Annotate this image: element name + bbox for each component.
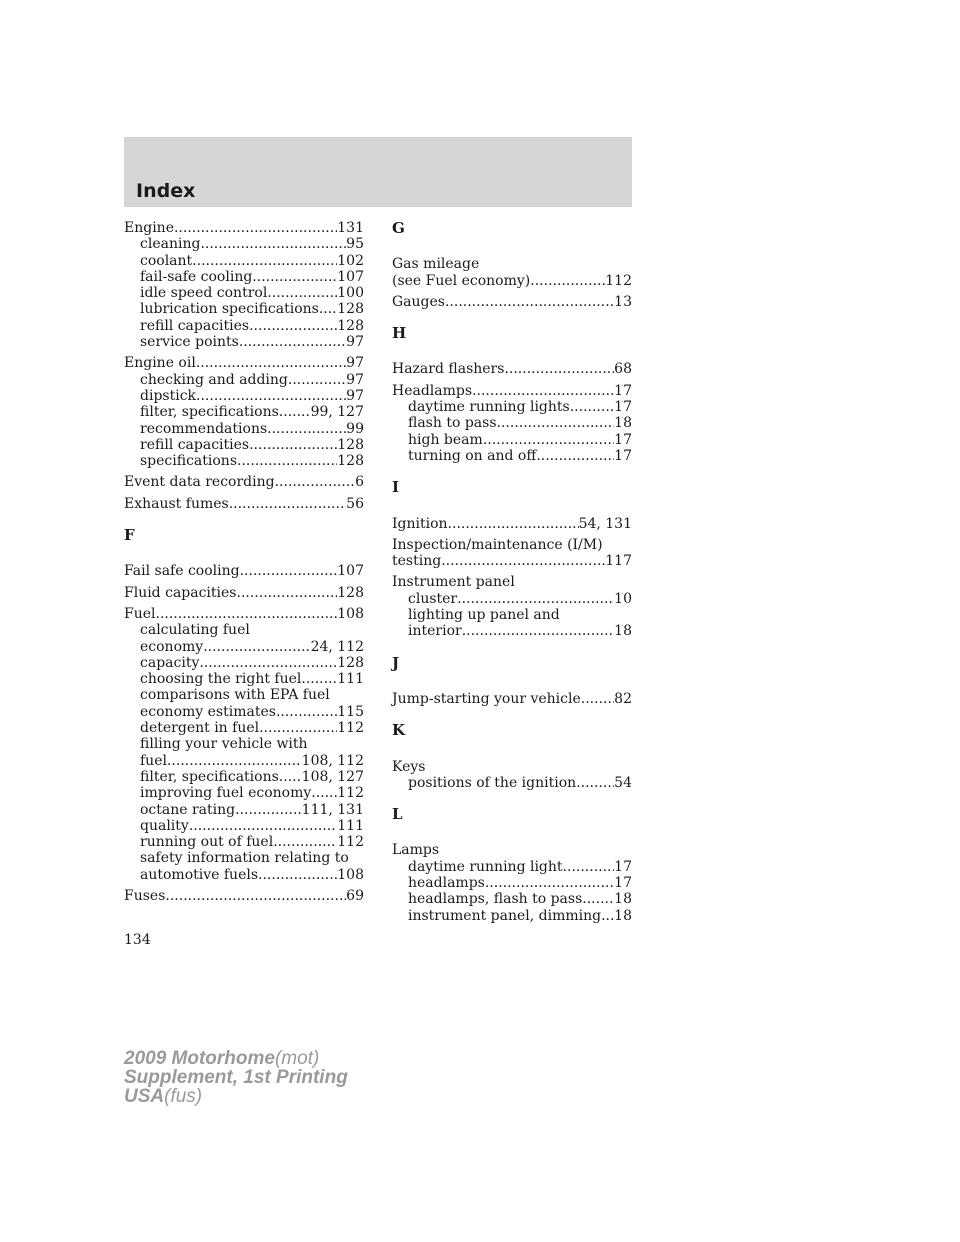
index-subentry [124, 867, 364, 883]
dot-leader [445, 294, 614, 310]
index-term-text: choosing the right fuel [140, 671, 302, 688]
index-term-text: specifications [140, 453, 238, 470]
index-subentry [392, 908, 632, 924]
index-term-text: Exhaust fumes [124, 495, 229, 512]
page-reference: 17 [614, 399, 632, 416]
page-reference: 17 [614, 858, 632, 875]
dot-leader [174, 220, 337, 236]
index-term [392, 842, 632, 858]
page-reference: 111 [337, 671, 364, 688]
index-subentry [124, 736, 364, 752]
dot-leader [275, 474, 355, 490]
index-entry [392, 574, 632, 639]
index-entry [124, 888, 364, 904]
dot-leader [196, 355, 346, 371]
dot-leader [192, 253, 337, 269]
index-subentry [124, 334, 364, 350]
dot-leader [301, 671, 337, 687]
index-subentry [392, 448, 632, 464]
index-subentry [124, 785, 364, 801]
page-reference: 18 [614, 891, 632, 908]
index-subentry [124, 850, 364, 866]
page-title: Index [136, 180, 196, 202]
index-term-text: daytime running light [408, 858, 563, 875]
dot-leader [530, 273, 605, 289]
page-reference: 10 [614, 590, 632, 607]
index-subentry [124, 834, 364, 850]
dot-leader [252, 269, 337, 285]
index-term-text: instrument panel, dimming [408, 907, 602, 924]
page-reference: 108 [337, 866, 364, 883]
page-reference: 56 [346, 495, 364, 512]
index-term-text: Event data recording [124, 474, 275, 491]
index-subentry [124, 318, 364, 334]
index-letter-heading: L [392, 805, 403, 824]
index-entry [124, 585, 364, 601]
footer-printing: Supplement, 1st Printing [124, 1067, 348, 1088]
index-term-text: Engine [124, 220, 174, 236]
index-subentry [124, 671, 364, 687]
index-subentry [124, 704, 364, 720]
index-term [124, 474, 364, 490]
index-term-text: Gauges [392, 293, 445, 310]
index-column-right [392, 220, 632, 929]
index-term-text: testing [392, 553, 442, 570]
dot-leader [601, 908, 614, 924]
index-term-text: (see Fuel economy) [392, 272, 531, 289]
print-footer [124, 1049, 348, 1106]
index-term-text: Inspection/maintenance (I/M) [392, 536, 603, 553]
index-letter-heading: K [392, 721, 406, 740]
dot-leader [448, 516, 579, 532]
index-term-text: checking and adding [140, 371, 288, 388]
index-subentry [124, 720, 364, 736]
page-reference: 108, 127 [301, 768, 364, 785]
index-subentry [392, 399, 632, 415]
index-column-left [124, 220, 364, 909]
page-reference: 68 [614, 361, 632, 378]
index-term [124, 585, 364, 601]
index-subentry [392, 591, 632, 607]
dot-leader [267, 421, 346, 437]
page-reference: 107 [337, 268, 364, 285]
dot-leader [485, 875, 614, 891]
index-entry [124, 563, 364, 579]
index-entry [124, 606, 364, 883]
index-term [392, 516, 632, 532]
page-reference: 95 [346, 236, 364, 253]
page-reference: 97 [346, 387, 364, 404]
page-reference: 17 [614, 875, 632, 892]
dot-leader [279, 404, 311, 420]
index-subentry [124, 301, 364, 317]
dot-leader [196, 388, 346, 404]
footer-model: 2009 Motorhome [124, 1048, 275, 1069]
index-term-text: flash to pass [408, 415, 497, 432]
index-subentry [392, 432, 632, 448]
page-reference: 18 [614, 415, 632, 432]
index-term [392, 294, 632, 310]
index-term-text: Fuses [124, 887, 166, 904]
page-reference: 99 [346, 420, 364, 437]
page-reference: 112 [605, 272, 632, 289]
index-subentry [124, 269, 364, 285]
index-term-text: Fail safe cooling [124, 563, 240, 580]
index-term-text: positions of the ignition [408, 774, 577, 791]
dot-leader [504, 361, 614, 377]
page-reference: 128 [337, 654, 364, 671]
page-reference: 17 [614, 431, 632, 448]
page-reference: 117 [605, 553, 632, 570]
page-reference: 112 [337, 720, 364, 737]
index-entry [392, 294, 632, 310]
index-subentry [124, 421, 364, 437]
header-band [124, 137, 632, 207]
index-subentry [124, 236, 364, 252]
dot-leader [582, 891, 614, 907]
index-term [124, 563, 364, 579]
index-entry [392, 537, 632, 570]
index-subentry [124, 253, 364, 269]
index-term-text: Lamps [392, 842, 440, 859]
index-letter-heading: H [392, 324, 407, 343]
index-entry [124, 474, 364, 490]
index-term-text: Fluid capacities [124, 584, 237, 601]
index-term [392, 383, 632, 399]
index-term-text: automotive fuels [140, 866, 259, 883]
dot-leader [563, 859, 615, 875]
page-reference: 128 [337, 453, 364, 470]
index-entry [392, 361, 632, 377]
index-subentry [392, 415, 632, 431]
index-entry [392, 691, 632, 707]
index-term [392, 537, 632, 553]
page-reference: 24, 112 [310, 638, 364, 655]
page-reference: 97 [346, 334, 364, 351]
index-subentry [392, 623, 632, 639]
index-entry [392, 383, 632, 464]
index-subentry [124, 622, 364, 638]
dot-leader [259, 720, 337, 736]
index-term-text: recommendations [140, 420, 268, 437]
page-reference: 97 [346, 371, 364, 388]
page-number: 134 [124, 932, 151, 948]
dot-leader [576, 775, 614, 791]
index-term-text: Fuel [124, 605, 156, 622]
index-letter-heading: J [392, 653, 400, 672]
dot-leader [237, 585, 338, 601]
footer-market-code: (fus) [164, 1086, 203, 1107]
index-term-text: running out of fuel [140, 834, 274, 851]
index-term-text: turning on and off [408, 447, 537, 464]
index-entry [124, 355, 364, 469]
index-letter-heading: F [124, 526, 135, 545]
index-subentry [124, 437, 364, 453]
page-reference: 18 [614, 623, 632, 640]
index-term-text: filter, specifications [140, 768, 279, 785]
page-reference: 128 [337, 317, 364, 334]
page-reference: 97 [346, 355, 364, 372]
page-reference: 115 [337, 703, 364, 720]
index-subentry [392, 775, 632, 791]
page-reference: 6 [355, 474, 364, 491]
index-term-text: comparisons with EPA fuel [140, 687, 330, 704]
index-term [392, 256, 632, 272]
dot-leader [536, 448, 614, 464]
index-subentry [392, 607, 632, 623]
page-reference: 108, 112 [301, 752, 364, 769]
index-subentry [124, 388, 364, 404]
index-term [392, 691, 632, 707]
index-entry [392, 759, 632, 792]
page-reference: 82 [614, 690, 632, 707]
dot-leader [319, 301, 337, 317]
index-entry [392, 842, 632, 923]
index-term-text: headlamps [408, 875, 485, 892]
index-entry [124, 496, 364, 512]
index-term-text: service points [140, 334, 239, 351]
index-term-text: quality [140, 817, 189, 834]
index-letter-heading: I [392, 478, 400, 497]
dot-leader [200, 236, 346, 252]
dot-leader [239, 334, 346, 350]
dot-leader [276, 704, 337, 720]
index-subentry [124, 404, 364, 420]
dot-leader [581, 691, 614, 707]
page-reference: 111 [337, 817, 364, 834]
page-reference: 111, 131 [301, 801, 364, 818]
index-term [124, 355, 364, 371]
dot-leader [258, 867, 337, 883]
index-subentry [392, 891, 632, 907]
index-term-text: dipstick [140, 387, 197, 404]
page-reference: 131 [337, 220, 364, 236]
index-term-text: fail-safe cooling [140, 268, 253, 285]
dot-leader [156, 606, 338, 622]
page-reference: 17 [614, 447, 632, 464]
index-term-text: Instrument panel [392, 574, 515, 591]
index-term-text: Gas mileage [392, 256, 480, 273]
dot-leader [249, 318, 337, 334]
index-term [392, 273, 632, 289]
page-reference: 102 [337, 252, 364, 269]
page-reference: 17 [614, 382, 632, 399]
index-term [392, 759, 632, 775]
index-subentry [392, 875, 632, 891]
dot-leader [279, 769, 302, 785]
index-term-text: Ignition [392, 515, 448, 532]
index-term-text: daytime running lights [408, 399, 570, 416]
page-reference: 54, 131 [578, 515, 632, 532]
index-term [124, 220, 364, 236]
dot-leader [199, 655, 337, 671]
index-term-text: fuel [140, 752, 167, 769]
index-term [124, 606, 364, 622]
dot-leader [462, 623, 614, 639]
dot-leader [189, 818, 337, 834]
page-reference: 99, 127 [310, 404, 364, 421]
page-reference: 128 [337, 301, 364, 318]
index-term-text: idle speed control [140, 285, 268, 302]
index-term [392, 574, 632, 590]
dot-leader [497, 415, 615, 431]
index-term-text: Keys [392, 758, 426, 775]
index-subentry [124, 655, 364, 671]
index-term-text: Headlamps [392, 382, 473, 399]
index-term-text: headlamps, flash to pass [408, 891, 583, 908]
dot-leader [203, 639, 310, 655]
index-subentry [124, 639, 364, 655]
index-subentry [124, 687, 364, 703]
page-reference: 54 [614, 774, 632, 791]
index-term-text: safety information relating to [140, 850, 349, 867]
page-reference: 112 [337, 834, 364, 851]
index-entry [124, 220, 364, 350]
dot-leader [273, 834, 337, 850]
page-reference: 128 [337, 584, 364, 601]
index-term-text: Jump-starting your vehicle [392, 690, 581, 707]
index-term-text: cluster [408, 590, 458, 607]
index-subentry [124, 818, 364, 834]
dot-leader [237, 453, 337, 469]
index-term-text: improving fuel economy [140, 785, 312, 802]
index-term [392, 553, 632, 569]
index-term [392, 361, 632, 377]
index-subentry [124, 802, 364, 818]
footer-model-code: (mot) [274, 1048, 320, 1069]
dot-leader [311, 785, 337, 801]
index-letter-heading: G [392, 219, 405, 237]
dot-leader [472, 383, 614, 399]
index-entry [392, 516, 632, 532]
index-term-text: filter, specifications [140, 404, 279, 421]
index-term-text: filling your vehicle with [140, 736, 308, 753]
index-subentry [124, 753, 364, 769]
dot-leader [457, 591, 614, 607]
index-term-text: detergent in fuel [140, 720, 260, 737]
page-reference: 18 [614, 907, 632, 924]
index-subentry [124, 285, 364, 301]
dot-leader [165, 888, 346, 904]
index-term-text: refill capacities [140, 436, 250, 453]
dot-leader [167, 753, 302, 769]
index-subentry [392, 859, 632, 875]
dot-leader [441, 553, 605, 569]
page-reference: 108 [337, 605, 364, 622]
dot-leader [570, 399, 614, 415]
index-term-text: refill capacities [140, 317, 250, 334]
index-subentry [124, 453, 364, 469]
index-entry [392, 256, 632, 289]
index-term-text: economy [140, 638, 204, 655]
index-term-text: octane rating [140, 801, 236, 818]
index-term-text: high beam [408, 431, 483, 448]
dot-leader [235, 802, 302, 818]
index-term-text: lighting up panel and [408, 607, 560, 624]
footer-market: USA [124, 1086, 165, 1107]
dot-leader [483, 432, 614, 448]
page-reference: 128 [337, 436, 364, 453]
page-reference: 112 [337, 785, 364, 802]
dot-leader [229, 496, 346, 512]
dot-leader [267, 285, 337, 301]
index-term-text: coolant [140, 252, 193, 269]
index-term [124, 496, 364, 512]
index-term-text: Hazard flashers [392, 361, 505, 378]
index-term-text: interior [408, 623, 462, 640]
index-term-text: capacity [140, 654, 200, 671]
page-reference: 13 [614, 293, 632, 310]
index-term [124, 888, 364, 904]
index-term-text: lubrication specifications [140, 301, 319, 318]
index-term-text: cleaning [140, 236, 201, 253]
page-reference: 69 [346, 887, 364, 904]
page-reference: 107 [337, 563, 364, 580]
dot-leader [249, 437, 337, 453]
index-term-text: Engine oil [124, 355, 196, 372]
index-term-text: calculating fuel [140, 622, 250, 639]
index-term-text: economy estimates [140, 703, 276, 720]
index-subentry [124, 769, 364, 785]
page-reference: 100 [337, 285, 364, 302]
dot-leader [240, 563, 338, 579]
dot-leader [288, 372, 346, 388]
index-subentry [124, 372, 364, 388]
